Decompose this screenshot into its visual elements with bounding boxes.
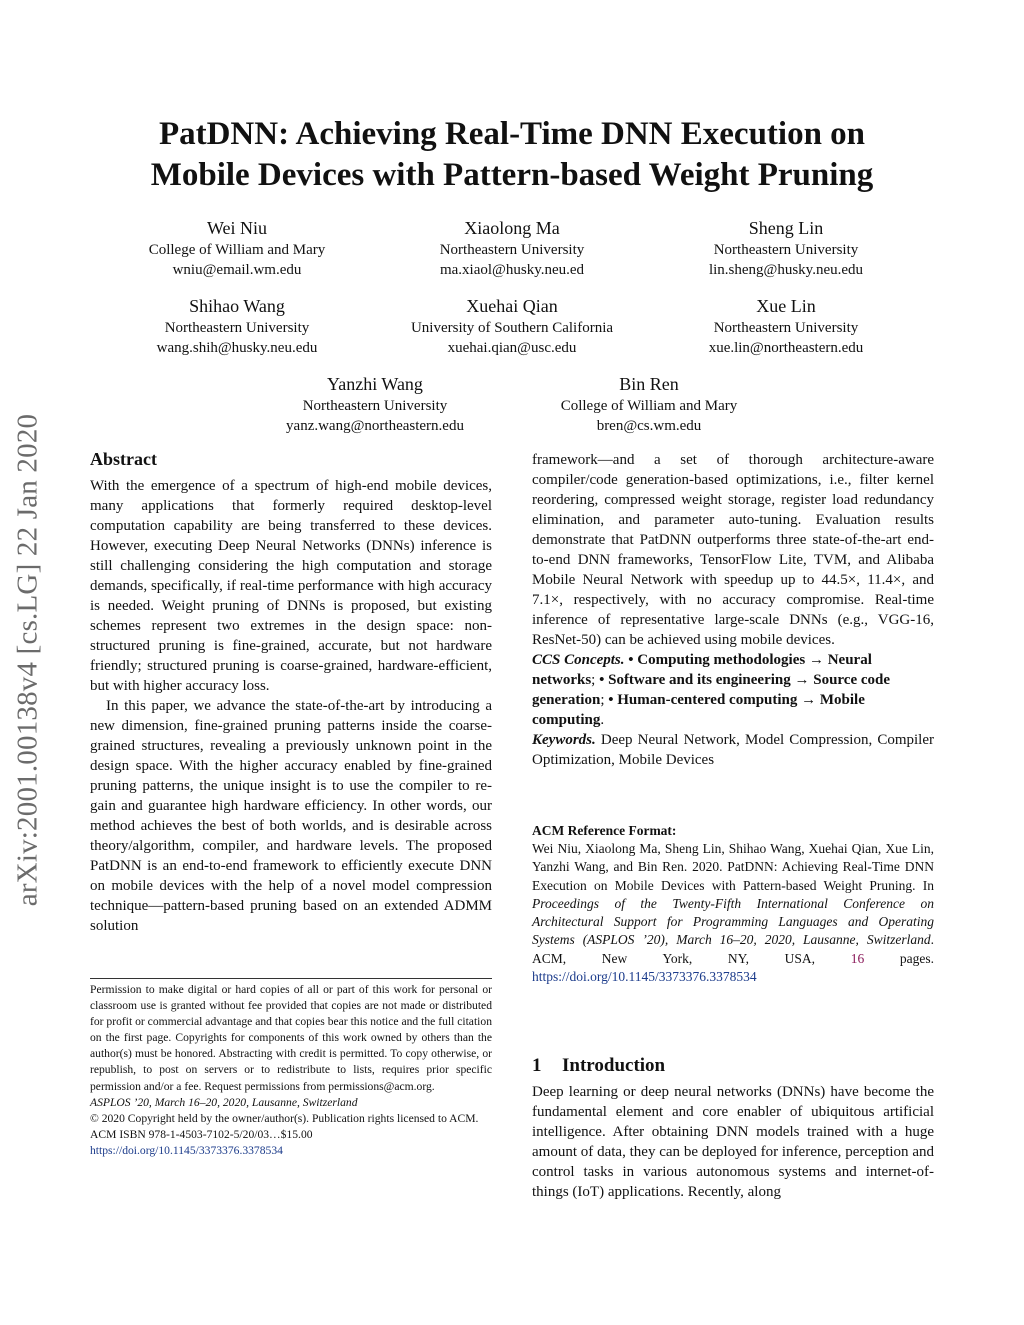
introduction-paragraph: Deep learning or deep neural networks (DNNs) have become the fundamental element and core enabler of ubiquitous artificial intelligence. After obtaining DNN models trained with a huge amount of data, they can be deployed for inference, perception and control tasks in various autonomous systems and internet-of-things (IoT) applications. Recently, along	[532, 1084, 934, 1200]
author-block	[87, 216, 387, 280]
author-block	[87, 294, 387, 358]
author-email: lin.sheng@husky.neu.edu	[708, 262, 864, 278]
right-column	[532, 450, 934, 770]
author-affiliation: Northeastern University	[713, 320, 859, 336]
author-name: Wei Niu	[206, 218, 268, 238]
abstract-paragraph: In this paper, we advance the state-of-the-art by introducing a new dimension, fine-grained pruning patterns inside the coarse-grained structures, revealing a previously unknown point in the design space. With the higher accuracy enabled by fine-grained pruning patterns, the unique insight is to use the compiler to re-gain and guarantee high hardware efficiency. In other words, our method achieves the best of both worlds, and is desirable across theory/algorithm, compiler, and hardware levels. The proposed PatDNN is an end-to-end framework to efficiently execute DNN on mobile devices with the help of a novel model compression technique—pattern-based pruning based on an extended ADMM solution	[90, 698, 492, 934]
section-title: Introduction	[562, 1055, 666, 1076]
author-name: Xiaolong Ma	[464, 218, 560, 238]
arxiv-stamp-text: arXiv:2001.00138v4 [cs.LG] 22 Jan 2020	[11, 413, 44, 907]
author-affiliation: Northeastern University	[439, 242, 585, 258]
author-email: wniu@email.wm.edu	[172, 262, 302, 278]
keywords-label: Keywords.	[532, 732, 596, 748]
ccs-end: .	[600, 712, 605, 728]
acm-ref-venue: Proceedings of the Twenty-Fifth International Conference on Architectural Support for Programming Languages and Operating Systems (ASPLOS ’20), March 16–20, 2020, Lausanne, Switzerland	[532, 895, 934, 948]
section-number: 1	[532, 1055, 542, 1076]
title-line-2: Mobile Devices with Pattern-based Weight Pruning	[150, 157, 874, 193]
acm-ref-publisher: . ACM, New York, NY, USA,	[532, 932, 934, 966]
ccs-term: • Software and its engineering → Source code generation	[532, 672, 891, 708]
isbn: ACM ISBN 978-1-4503-7102-5/20/03…$15.00	[90, 1127, 313, 1141]
footnote-rule	[90, 978, 492, 979]
abstract-paragraph-continued: framework—and a set of thorough architecture-aware compiler/code generation-based optimizations, i.e., filter kernel reordering, compressed weight storage, register load redundancy elimination, and parameter auto-tuning. Evaluation results demonstrate that PatDNN outperforms three state-of-the-art end-to-end DNN frameworks, TensorFlow Lite, TVM, and Alibaba Mobile Neural Network with speedup up to 44.5×, 11.4×, and 7.1×, respectively, with no accuracy compromise. Real-time inference of representative large-scale DNNs (e.g., VGG-16, ResNet-50) can be achieved using mobile devices.	[532, 452, 934, 648]
author-name: Shihao Wang	[189, 296, 285, 316]
ccs-separator: ;	[600, 692, 609, 708]
author-name: Xuehai Qian	[466, 296, 558, 316]
author-affiliation: Northeastern University	[164, 320, 310, 336]
author-block	[636, 216, 936, 280]
author-name: Yanzhi Wang	[327, 374, 423, 394]
abstract-paragraph: With the emergence of a spectrum of high-end mobile devices, many applications that formerly required desktop-level computation capability are being transferred to these devices. However, executing Deep Neural Networks (DNNs) inference is still challenging considering the high computation and storage demands, specifically, if real-time performance with high accuracy is needed. Weight pruning of DNNs is proposed, but existing schemes represent two extremes in the design space: non-structured pruning is fine-grained, accurate, but not hardware friendly; structured pruning is coarse-grained, hardware-efficient, but with higher accuracy loss.	[90, 478, 492, 694]
acm-ref-doi-link[interactable]: https://doi.org/10.1145/3373376.3378534	[532, 969, 757, 985]
author-affiliation: Northeastern University	[713, 242, 859, 258]
author-email: ma.xiaol@husky.neu.ed	[439, 262, 585, 278]
author-name: Bin Ren	[619, 374, 679, 394]
author-affiliation: College of William and Mary	[148, 242, 326, 258]
paper-title	[0, 114, 1024, 196]
footnote	[90, 982, 492, 1159]
author-name: Sheng Lin	[748, 218, 824, 238]
title-line-1: PatDNN: Achieving Real-Time DNN Execution on	[158, 116, 866, 152]
footnote-doi-link[interactable]: https://doi.org/10.1145/3373376.3378534	[90, 1143, 283, 1157]
ccs-term: • Computing methodologies → Neural networks	[532, 652, 872, 688]
author-affiliation: University of Southern California	[410, 320, 614, 336]
keywords	[532, 730, 934, 770]
acm-ref-pages[interactable]: 16	[850, 950, 865, 966]
author-email: xuehai.qian@usc.edu	[447, 340, 577, 356]
acm-reference-format	[532, 822, 934, 986]
keywords-text: Deep Neural Network, Model Compression, Compiler Optimization, Mobile Devices	[532, 732, 934, 768]
arxiv-stamp	[8, 360, 48, 960]
author-block	[362, 216, 662, 280]
copyright-notice: © 2020 Copyright held by the owner/author(s). Publication rights licensed to ACM.	[90, 1111, 479, 1125]
ccs-term: • Human-centered computing → Mobile computing	[532, 692, 865, 728]
acm-ref-pages-suffix: pages.	[864, 950, 934, 966]
introduction-section	[532, 1054, 934, 1202]
ccs-label: CCS Concepts.	[532, 652, 625, 668]
acm-ref-authors: Wei Niu, Xiaolong Ma, Sheng Lin, Shihao Wang, Xuehai Qian, Xue Lin, Yanzhi Wang, and Bin Ren. 2020. PatDNN: Achieving Real-Time DNN Execution on Mobile Devices with Pattern-based Weight Pruning. In	[532, 841, 934, 893]
author-email: wang.shih@husky.neu.edu	[156, 340, 318, 356]
author-name: Xue Lin	[756, 296, 816, 316]
footnote-venue: ASPLOS ’20, March 16–20, 2020, Lausanne, Switzerland	[90, 1095, 358, 1109]
author-affiliation: Northeastern University	[302, 398, 448, 414]
acm-reference-heading: ACM Reference Format:	[532, 823, 677, 838]
author-block	[225, 372, 525, 436]
abstract-heading: Abstract	[90, 449, 157, 469]
author-email: xue.lin@northeastern.edu	[708, 340, 864, 356]
author-affiliation: College of William and Mary	[560, 398, 738, 414]
acm-reference-body	[532, 840, 934, 986]
author-block	[362, 294, 662, 358]
author-block	[636, 294, 936, 358]
author-email: yanz.wang@northeastern.edu	[286, 418, 464, 434]
abstract-section	[90, 448, 492, 936]
ccs-separator: ;	[591, 672, 600, 688]
author-block	[499, 372, 799, 436]
ccs-concepts	[532, 650, 934, 730]
author-email: bren@cs.wm.edu	[596, 418, 702, 434]
permission-notice: Permission to make digital or hard copies of all or part of this work for personal or classroom use is granted without fee provided that copies are not made or distributed for profit or commercial advantage and that copies bear this notice and the full citation on the first page. Copyrights for components of this work owned by others than the author(s) must be honored. Abstracting with credit is permitted. To copy otherwise, or republish, to post on servers or to redistribute to lists, requires prior specific permission and/or a fee. Request permissions from permissions@acm.org.	[90, 983, 492, 1093]
introduction-heading	[532, 1054, 934, 1078]
